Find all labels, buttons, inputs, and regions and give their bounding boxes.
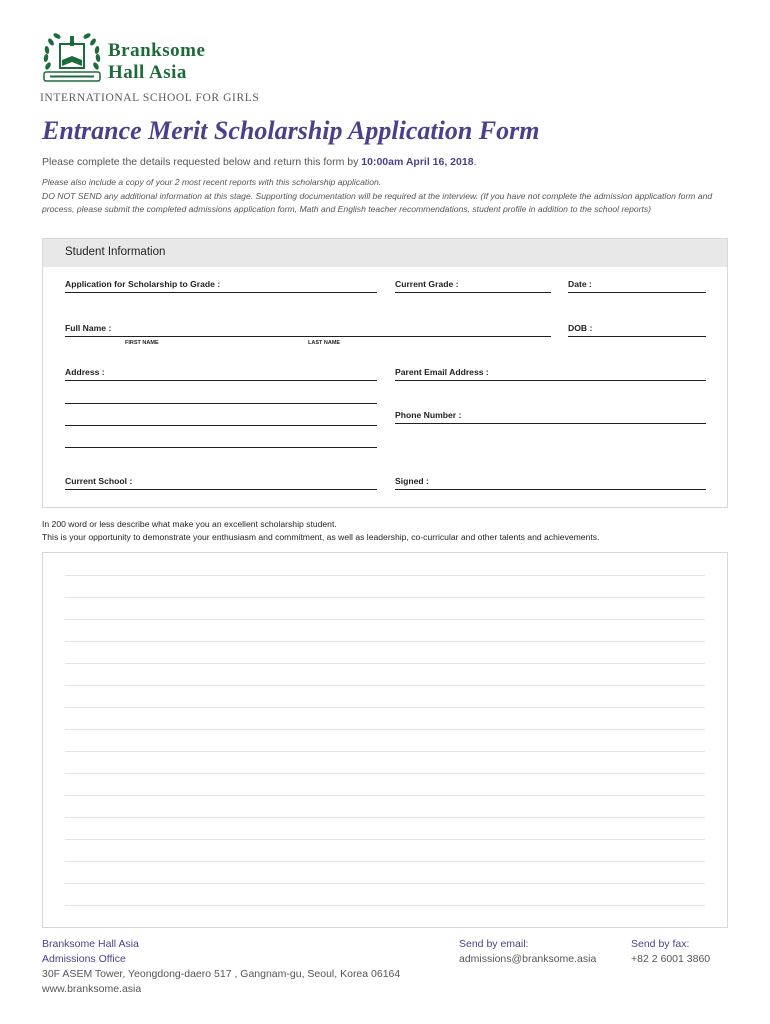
parent-email-field[interactable]: Parent Email Address : — [395, 367, 706, 381]
intro-text-end: . — [473, 156, 477, 168]
essay-ruled-line — [65, 883, 705, 884]
note-line-2: DO NOT SEND any additional information at this stage. Supporting documentation will be required at the interview. (If you have not complete the admission application form and process, please submit the completed admissions application form, Math and English teacher recommendations, student profile in addition to the school reports) — [42, 190, 713, 214]
school-name — [108, 40, 205, 84]
note-line-1: Please also include a copy of your 2 most recent reports with this scholarship application. — [42, 177, 382, 187]
essay-prompt-line-1: In 200 word or less describe what make you an excellent scholarship student. — [42, 519, 337, 529]
form-title: Entrance Merit Scholarship Application Form — [42, 116, 540, 145]
essay-prompt — [42, 518, 599, 544]
essay-ruled-line — [65, 685, 705, 686]
date-field[interactable]: Date : — [568, 279, 706, 293]
school-logo — [40, 30, 260, 110]
current-school-field[interactable]: Current School : — [65, 476, 377, 490]
scholarship-grade-field[interactable]: Application for Scholarship to Grade : — [65, 279, 377, 293]
school-tagline: INTERNATIONAL SCHOOL FOR GIRLS — [40, 92, 260, 104]
student-information-section — [42, 238, 728, 508]
essay-ruled-line — [65, 751, 705, 752]
logo-line-2: Hall Asia — [108, 62, 187, 83]
footer-fax — [631, 937, 710, 967]
address-line-3[interactable] — [65, 425, 377, 426]
full-name-field[interactable]: Full Name : — [65, 323, 551, 337]
essay-ruled-line — [65, 641, 705, 642]
dob-field[interactable]: DOB : — [568, 323, 706, 337]
address-line-2[interactable] — [65, 403, 377, 404]
footer-school-name: Branksome Hall Asia — [42, 938, 139, 950]
essay-ruled-line — [65, 597, 705, 598]
fax-number: +82 2 6001 3860 — [631, 953, 711, 965]
section-heading: Student Information — [43, 239, 727, 267]
essay-ruled-line — [65, 817, 705, 818]
essay-ruled-line — [65, 707, 705, 708]
footer-address: 30F ASEM Tower, Yeongdong-daero 517 , Gangnam-gu, Seoul, Korea 06164 — [42, 968, 401, 980]
essay-ruled-line — [65, 861, 705, 862]
essay-ruled-line — [65, 619, 705, 620]
email-link[interactable]: admissions@branksome.asia — [459, 953, 597, 965]
deadline: 10:00am April 16, 2018 — [361, 156, 474, 168]
essay-ruled-line — [65, 773, 705, 774]
address-line-4[interactable] — [65, 447, 377, 448]
signed-field[interactable]: Signed : — [395, 476, 706, 490]
intro-text — [42, 156, 476, 168]
essay-ruled-line — [65, 905, 705, 906]
intro-text-body: Please complete the details requested below and return this form by — [42, 156, 362, 168]
email-label: Send by email: — [459, 938, 529, 950]
essay-ruled-line — [65, 729, 705, 730]
footer-email — [459, 937, 596, 967]
address-field[interactable]: Address : — [65, 367, 377, 381]
last-name-caption: LAST NAME — [308, 340, 341, 346]
essay-ruled-line — [65, 575, 705, 576]
footer-office: Admissions Office — [42, 953, 126, 965]
instructions-note — [42, 176, 732, 217]
footer-contact — [42, 937, 400, 997]
fax-label: Send by fax: — [631, 938, 690, 950]
phone-number-field[interactable]: Phone Number : — [395, 410, 706, 424]
laurel-crest-icon — [40, 30, 104, 86]
essay-ruled-line — [65, 795, 705, 796]
footer-website[interactable]: www.branksome.asia — [42, 983, 142, 995]
essay-prompt-line-2: This is your opportunity to demonstrate your enthusiasm and commitment, as well as leadership, co-curricular and other talents and achievements. — [42, 532, 600, 542]
current-grade-field[interactable]: Current Grade : — [395, 279, 551, 293]
essay-ruled-line — [65, 839, 705, 840]
first-name-caption: FIRST NAME — [125, 340, 159, 346]
essay-answer-box[interactable] — [42, 552, 728, 928]
essay-ruled-line — [65, 663, 705, 664]
logo-line-1: Branksome — [108, 40, 206, 61]
